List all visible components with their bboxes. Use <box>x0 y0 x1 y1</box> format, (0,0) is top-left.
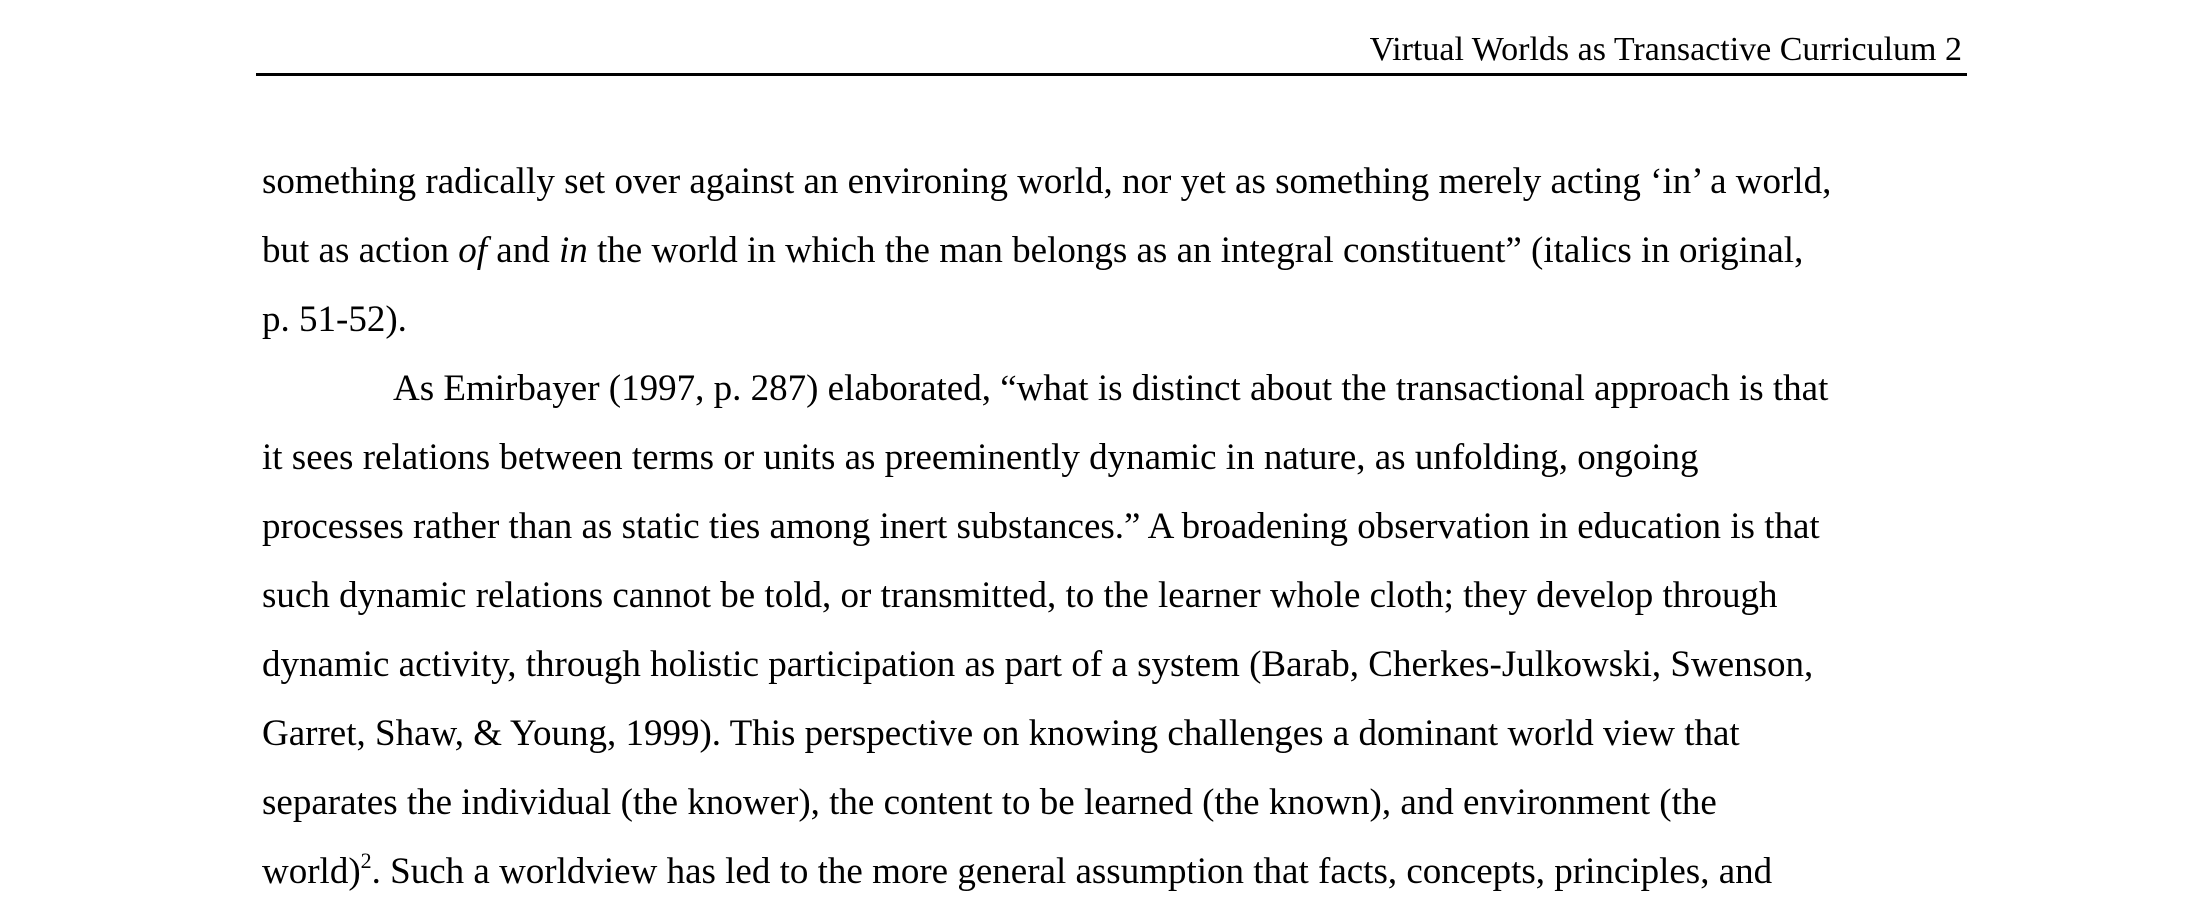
text-line-2 <box>262 228 1967 297</box>
text-line-5: it sees relations between terms or units as preeminently dynamic in nature, as unfolding, ongoing <box>262 437 1699 478</box>
text-line-3: p. 51-52). <box>262 299 407 340</box>
text-line-8: dynamic activity, through holistic participation as part of a system (Barab, Cherkes-Julkowski, Swenson, <box>262 644 1814 685</box>
text-line-1: something radically set over against an environing world, nor yet as something merely acting ‘in’ a world, <box>262 161 1832 202</box>
text-span: and <box>487 230 559 271</box>
text-span: the world in which the man belongs as an integral constituent” (italics in original, <box>587 230 1804 271</box>
running-head-text: Virtual Worlds as Transactive Curriculum 2 <box>1369 31 1962 68</box>
italic-in: in <box>558 230 588 271</box>
running-head <box>256 30 1967 76</box>
text-span: world) <box>262 851 361 892</box>
text-line-10: separates the individual (the knower), the content to be learned (the known), and environment (the <box>262 782 1717 823</box>
text-line-11 <box>262 849 1967 918</box>
footnote-reference[interactable]: 2 <box>360 847 372 873</box>
text-span: but as action <box>262 230 459 271</box>
text-line-7: such dynamic relations cannot be told, or transmitted, to the learner whole cloth; they develop through <box>262 575 1778 616</box>
text-line-9: Garret, Shaw, & Young, 1999). This perspective on knowing challenges a dominant world view that <box>262 713 1740 754</box>
italic-of: of <box>458 230 488 271</box>
paragraph-start-line: As Emirbayer (1997, p. 287) elaborated, “what is distinct about the transactional approach is that <box>393 368 1829 409</box>
text-line-6: processes rather than as static ties among inert substances.” A broadening observation in education is that <box>262 506 1820 547</box>
text-span: . Such a worldview has led to the more general assumption that facts, concepts, principles, and <box>371 851 1773 892</box>
body-text <box>262 159 1967 918</box>
